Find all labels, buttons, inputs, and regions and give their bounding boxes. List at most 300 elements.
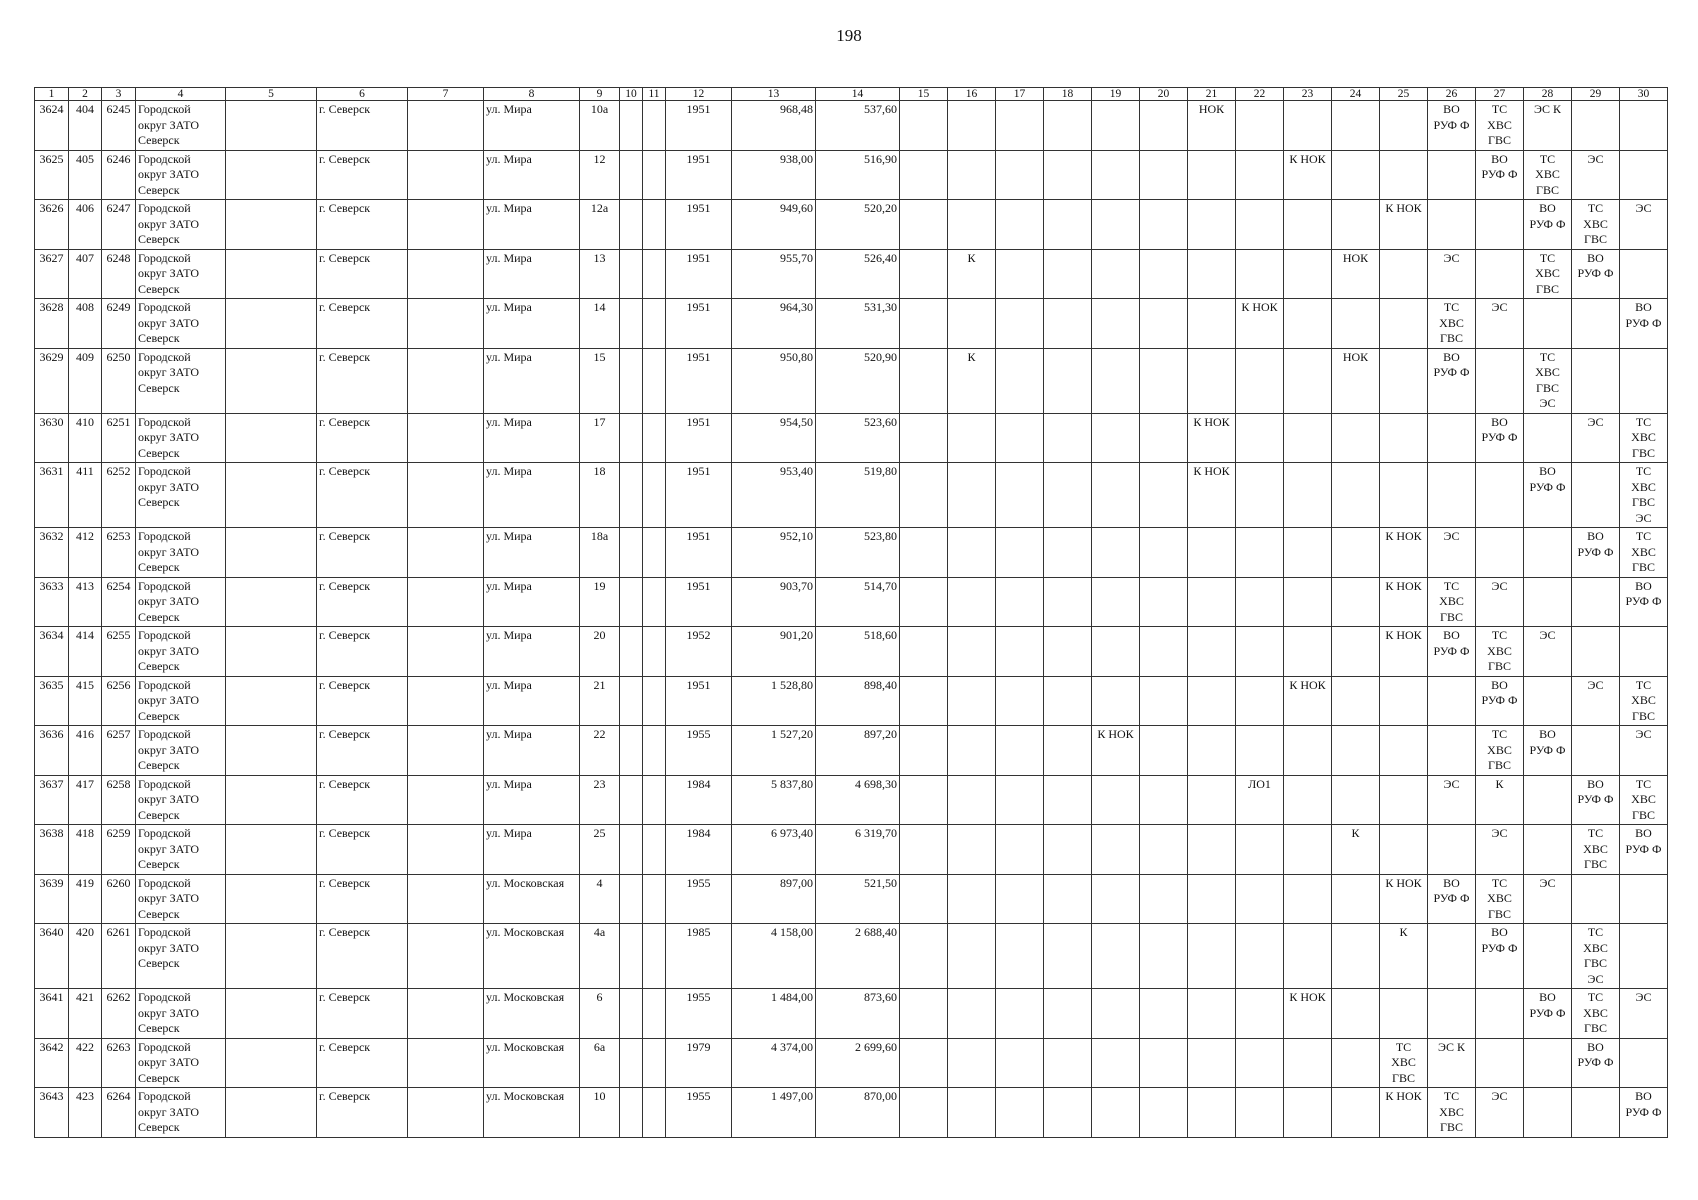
table-cell-col10 bbox=[620, 1038, 643, 1088]
table-cell-col26: ТС ХВС ГВС bbox=[1428, 577, 1476, 627]
table-cell-col17 bbox=[996, 627, 1044, 677]
table-cell-col22 bbox=[1236, 577, 1284, 627]
table-cell-col22 bbox=[1236, 874, 1284, 924]
table-cell-col14: 531,30 bbox=[816, 299, 900, 349]
table-cell-col11 bbox=[643, 463, 666, 528]
table-cell-col19 bbox=[1092, 348, 1140, 413]
table-cell-col22 bbox=[1236, 528, 1284, 578]
table-cell-col30: ТС ХВС ГВС bbox=[1620, 413, 1668, 463]
table-cell-col26 bbox=[1428, 463, 1476, 528]
table-cell-col5 bbox=[226, 150, 317, 200]
table-cell-col26 bbox=[1428, 676, 1476, 726]
table-cell-col17 bbox=[996, 299, 1044, 349]
table-cell-col11 bbox=[643, 413, 666, 463]
table-cell-col6: г. Северск bbox=[317, 249, 408, 299]
table-cell-col20 bbox=[1140, 101, 1188, 151]
table-cell-col27 bbox=[1476, 528, 1524, 578]
table-cell-col16 bbox=[948, 1088, 996, 1138]
table-cell-col23 bbox=[1284, 924, 1332, 989]
table-cell-col1: 3642 bbox=[35, 1038, 69, 1088]
table-cell-col18 bbox=[1044, 825, 1092, 875]
table-cell-col27: ВО РУФ Ф bbox=[1476, 150, 1524, 200]
table-cell-col26 bbox=[1428, 924, 1476, 989]
table-cell-col11 bbox=[643, 249, 666, 299]
table-cell-col11 bbox=[643, 825, 666, 875]
table-cell-col28 bbox=[1524, 775, 1572, 825]
table-cell-col28: ТС ХВС ГВС bbox=[1524, 249, 1572, 299]
column-header-25: 25 bbox=[1380, 88, 1428, 101]
table-cell-col24 bbox=[1332, 150, 1380, 200]
table-cell-col12: 1985 bbox=[666, 924, 732, 989]
table-cell-col9: 12а bbox=[580, 200, 620, 250]
table-cell-col15 bbox=[900, 463, 948, 528]
table-cell-col6: г. Северск bbox=[317, 726, 408, 776]
table-cell-col27: ЭС bbox=[1476, 1088, 1524, 1138]
table-cell-col4: Городской округ ЗАТО Северск bbox=[136, 348, 226, 413]
column-header-22: 22 bbox=[1236, 88, 1284, 101]
table-cell-col4: Городской округ ЗАТО Северск bbox=[136, 1038, 226, 1088]
table-cell-col21: К НОК bbox=[1188, 463, 1236, 528]
table-cell-col6: г. Северск bbox=[317, 299, 408, 349]
table-cell-col20 bbox=[1140, 924, 1188, 989]
table-cell-col21 bbox=[1188, 726, 1236, 776]
table-row bbox=[35, 463, 1668, 528]
table-cell-col13: 952,10 bbox=[732, 528, 816, 578]
table-cell-col25 bbox=[1380, 825, 1428, 875]
table-cell-col13: 1 528,80 bbox=[732, 676, 816, 726]
column-header-13: 13 bbox=[732, 88, 816, 101]
table-cell-col3: 6248 bbox=[102, 249, 136, 299]
table-cell-col20 bbox=[1140, 299, 1188, 349]
table-cell-col28: ТС ХВС ГВС ЭС bbox=[1524, 348, 1572, 413]
table-cell-col18 bbox=[1044, 924, 1092, 989]
page-number: 198 bbox=[836, 26, 862, 45]
table-cell-col13: 897,00 bbox=[732, 874, 816, 924]
table-cell-col14: 898,40 bbox=[816, 676, 900, 726]
table-cell-col30 bbox=[1620, 348, 1668, 413]
table-cell-col3: 6256 bbox=[102, 676, 136, 726]
table-cell-col2: 422 bbox=[69, 1038, 102, 1088]
table-cell-col14: 523,80 bbox=[816, 528, 900, 578]
table-cell-col7 bbox=[408, 463, 484, 528]
table-cell-col5 bbox=[226, 1038, 317, 1088]
table-cell-col24 bbox=[1332, 200, 1380, 250]
table-cell-col6: г. Северск bbox=[317, 1088, 408, 1138]
table-cell-col2: 421 bbox=[69, 989, 102, 1039]
table-cell-col3: 6258 bbox=[102, 775, 136, 825]
table-cell-col22 bbox=[1236, 825, 1284, 875]
table-cell-col1: 3624 bbox=[35, 101, 69, 151]
column-header-11: 11 bbox=[643, 88, 666, 101]
table-cell-col3: 6254 bbox=[102, 577, 136, 627]
table-cell-col6: г. Северск bbox=[317, 101, 408, 151]
table-cell-col28 bbox=[1524, 413, 1572, 463]
table-cell-col3: 6247 bbox=[102, 200, 136, 250]
table-cell-col16 bbox=[948, 150, 996, 200]
table-cell-col20 bbox=[1140, 463, 1188, 528]
table-cell-col24 bbox=[1332, 627, 1380, 677]
table-cell-col18 bbox=[1044, 1088, 1092, 1138]
table-row bbox=[35, 249, 1668, 299]
table-cell-col2: 420 bbox=[69, 924, 102, 989]
table-cell-col27: ТС ХВС ГВС bbox=[1476, 874, 1524, 924]
table-cell-col25 bbox=[1380, 150, 1428, 200]
table-cell-col5 bbox=[226, 528, 317, 578]
table-cell-col23 bbox=[1284, 1038, 1332, 1088]
table-cell-col30 bbox=[1620, 150, 1668, 200]
table-cell-col21 bbox=[1188, 825, 1236, 875]
table-cell-col9: 23 bbox=[580, 775, 620, 825]
table-cell-col9: 17 bbox=[580, 413, 620, 463]
table-cell-col29: ТС ХВС ГВС bbox=[1572, 200, 1620, 250]
table-row bbox=[35, 1088, 1668, 1138]
table-cell-col29 bbox=[1572, 299, 1620, 349]
column-header-1: 1 bbox=[35, 88, 69, 101]
table-cell-col26 bbox=[1428, 150, 1476, 200]
table-cell-col11 bbox=[643, 348, 666, 413]
table-cell-col11 bbox=[643, 150, 666, 200]
table-row bbox=[35, 627, 1668, 677]
table-cell-col8: ул. Московская bbox=[484, 924, 580, 989]
table-cell-col9: 13 bbox=[580, 249, 620, 299]
table-cell-col4: Городской округ ЗАТО Северск bbox=[136, 627, 226, 677]
table-cell-col22 bbox=[1236, 200, 1284, 250]
table-cell-col18 bbox=[1044, 249, 1092, 299]
table-cell-col16 bbox=[948, 101, 996, 151]
table-cell-col23 bbox=[1284, 413, 1332, 463]
table-cell-col19 bbox=[1092, 577, 1140, 627]
table-cell-col18 bbox=[1044, 200, 1092, 250]
table-cell-col4: Городской округ ЗАТО Северск bbox=[136, 1088, 226, 1138]
column-header-20: 20 bbox=[1140, 88, 1188, 101]
table-cell-col3: 6249 bbox=[102, 299, 136, 349]
table-cell-col22 bbox=[1236, 924, 1284, 989]
table-cell-col15 bbox=[900, 200, 948, 250]
table-cell-col11 bbox=[643, 200, 666, 250]
table-cell-col11 bbox=[643, 101, 666, 151]
table-cell-col23 bbox=[1284, 577, 1332, 627]
table-cell-col19 bbox=[1092, 463, 1140, 528]
table-cell-col1: 3627 bbox=[35, 249, 69, 299]
table-cell-col25 bbox=[1380, 463, 1428, 528]
table-cell-col4: Городской округ ЗАТО Северск bbox=[136, 989, 226, 1039]
table-cell-col18 bbox=[1044, 413, 1092, 463]
table-cell-col23 bbox=[1284, 726, 1332, 776]
column-header-8: 8 bbox=[484, 88, 580, 101]
table-cell-col8: ул. Мира bbox=[484, 726, 580, 776]
table-cell-col15 bbox=[900, 726, 948, 776]
table-cell-col30: ЭС bbox=[1620, 200, 1668, 250]
table-cell-col1: 3625 bbox=[35, 150, 69, 200]
table-cell-col23 bbox=[1284, 825, 1332, 875]
table-cell-col10 bbox=[620, 989, 643, 1039]
table-cell-col26 bbox=[1428, 726, 1476, 776]
table-cell-col10 bbox=[620, 463, 643, 528]
table-cell-col12: 1951 bbox=[666, 249, 732, 299]
table-cell-col21: К НОК bbox=[1188, 413, 1236, 463]
table-cell-col12: 1951 bbox=[666, 101, 732, 151]
table-cell-col2: 416 bbox=[69, 726, 102, 776]
table-cell-col18 bbox=[1044, 726, 1092, 776]
table-cell-col10 bbox=[620, 825, 643, 875]
table-cell-col30 bbox=[1620, 627, 1668, 677]
table-cell-col5 bbox=[226, 989, 317, 1039]
table-cell-col5 bbox=[226, 413, 317, 463]
table-cell-col20 bbox=[1140, 348, 1188, 413]
table-cell-col26: ТС ХВС ГВС bbox=[1428, 299, 1476, 349]
table-cell-col25 bbox=[1380, 726, 1428, 776]
table-cell-col7 bbox=[408, 348, 484, 413]
table-cell-col22 bbox=[1236, 1088, 1284, 1138]
table-cell-col16 bbox=[948, 413, 996, 463]
table-cell-col8: ул. Московская bbox=[484, 989, 580, 1039]
table-cell-col9: 21 bbox=[580, 676, 620, 726]
table-cell-col4: Городской округ ЗАТО Северск bbox=[136, 200, 226, 250]
table-cell-col22 bbox=[1236, 249, 1284, 299]
table-cell-col4: Городской округ ЗАТО Северск bbox=[136, 528, 226, 578]
table-cell-col12: 1951 bbox=[666, 150, 732, 200]
table-cell-col23 bbox=[1284, 874, 1332, 924]
column-header-29: 29 bbox=[1572, 88, 1620, 101]
table-cell-col21 bbox=[1188, 775, 1236, 825]
table-cell-col5 bbox=[226, 200, 317, 250]
table-cell-col21 bbox=[1188, 924, 1236, 989]
table-cell-col9: 19 bbox=[580, 577, 620, 627]
table-cell-col5 bbox=[226, 825, 317, 875]
table-cell-col24 bbox=[1332, 101, 1380, 151]
table-cell-col26: ВО РУФ Ф bbox=[1428, 101, 1476, 151]
table-cell-col2: 411 bbox=[69, 463, 102, 528]
table-cell-col24 bbox=[1332, 463, 1380, 528]
table-cell-col6: г. Северск bbox=[317, 989, 408, 1039]
table-cell-col28 bbox=[1524, 299, 1572, 349]
table-cell-col15 bbox=[900, 874, 948, 924]
table-cell-col28 bbox=[1524, 825, 1572, 875]
table-cell-col16 bbox=[948, 627, 996, 677]
table-cell-col24 bbox=[1332, 676, 1380, 726]
table-cell-col14: 520,90 bbox=[816, 348, 900, 413]
table-cell-col2: 413 bbox=[69, 577, 102, 627]
table-cell-col5 bbox=[226, 775, 317, 825]
table-cell-col8: ул. Мира bbox=[484, 627, 580, 677]
table-cell-col6: г. Северск bbox=[317, 874, 408, 924]
table-cell-col4: Городской округ ЗАТО Северск bbox=[136, 413, 226, 463]
table-cell-col12: 1951 bbox=[666, 200, 732, 250]
table-cell-col13: 938,00 bbox=[732, 150, 816, 200]
table-cell-col13: 949,60 bbox=[732, 200, 816, 250]
table-cell-col26 bbox=[1428, 413, 1476, 463]
table-cell-col16 bbox=[948, 924, 996, 989]
table-cell-col29 bbox=[1572, 577, 1620, 627]
table-cell-col19 bbox=[1092, 676, 1140, 726]
table-cell-col1: 3638 bbox=[35, 825, 69, 875]
table-cell-col8: ул. Мира bbox=[484, 150, 580, 200]
table-cell-col21 bbox=[1188, 577, 1236, 627]
table-cell-col30 bbox=[1620, 924, 1668, 989]
table-cell-col20 bbox=[1140, 249, 1188, 299]
table-cell-col19 bbox=[1092, 775, 1140, 825]
table-cell-col5 bbox=[226, 101, 317, 151]
table-cell-col4: Городской округ ЗАТО Северск bbox=[136, 299, 226, 349]
table-cell-col28 bbox=[1524, 1038, 1572, 1088]
table-cell-col18 bbox=[1044, 150, 1092, 200]
table-cell-col2: 406 bbox=[69, 200, 102, 250]
table-cell-col16 bbox=[948, 200, 996, 250]
table-cell-col15 bbox=[900, 528, 948, 578]
table-cell-col6: г. Северск bbox=[317, 200, 408, 250]
table-cell-col24 bbox=[1332, 299, 1380, 349]
column-header-26: 26 bbox=[1428, 88, 1476, 101]
table-cell-col8: ул. Мира bbox=[484, 775, 580, 825]
table-cell-col17 bbox=[996, 989, 1044, 1039]
table-cell-col27: ВО РУФ Ф bbox=[1476, 676, 1524, 726]
table-cell-col15 bbox=[900, 627, 948, 677]
table-cell-col13: 968,48 bbox=[732, 101, 816, 151]
table-cell-col29: ЭС bbox=[1572, 413, 1620, 463]
table-cell-col20 bbox=[1140, 1038, 1188, 1088]
table-cell-col14: 518,60 bbox=[816, 627, 900, 677]
table-cell-col10 bbox=[620, 101, 643, 151]
table-cell-col23 bbox=[1284, 528, 1332, 578]
table-cell-col7 bbox=[408, 150, 484, 200]
table-cell-col11 bbox=[643, 577, 666, 627]
table-cell-col5 bbox=[226, 348, 317, 413]
table-cell-col25: К НОК bbox=[1380, 627, 1428, 677]
table-cell-col23 bbox=[1284, 627, 1332, 677]
table-cell-col1: 3635 bbox=[35, 676, 69, 726]
table-cell-col19: К НОК bbox=[1092, 726, 1140, 776]
table-cell-col10 bbox=[620, 874, 643, 924]
table-row bbox=[35, 101, 1668, 151]
table-cell-col1: 3643 bbox=[35, 1088, 69, 1138]
table-cell-col4: Городской округ ЗАТО Северск bbox=[136, 101, 226, 151]
table-cell-col25 bbox=[1380, 249, 1428, 299]
table-cell-col13: 1 527,20 bbox=[732, 726, 816, 776]
table-cell-col18 bbox=[1044, 676, 1092, 726]
table-cell-col3: 6259 bbox=[102, 825, 136, 875]
table-cell-col22 bbox=[1236, 101, 1284, 151]
table-row bbox=[35, 726, 1668, 776]
table-cell-col19 bbox=[1092, 150, 1140, 200]
table-cell-col28: ВО РУФ Ф bbox=[1524, 200, 1572, 250]
table-cell-col11 bbox=[643, 874, 666, 924]
table-cell-col6: г. Северск bbox=[317, 577, 408, 627]
table-cell-col6: г. Северск bbox=[317, 775, 408, 825]
table-cell-col24 bbox=[1332, 577, 1380, 627]
table-cell-col8: ул. Мира bbox=[484, 249, 580, 299]
table-cell-col4: Городской округ ЗАТО Северск bbox=[136, 463, 226, 528]
table-cell-col12: 1951 bbox=[666, 528, 732, 578]
table-cell-col11 bbox=[643, 528, 666, 578]
table-cell-col16 bbox=[948, 825, 996, 875]
table-cell-col21 bbox=[1188, 200, 1236, 250]
table-row bbox=[35, 924, 1668, 989]
table-cell-col26: ЭС bbox=[1428, 249, 1476, 299]
table-cell-col3: 6252 bbox=[102, 463, 136, 528]
table-cell-col2: 412 bbox=[69, 528, 102, 578]
table-cell-col29: ВО РУФ Ф bbox=[1572, 528, 1620, 578]
table-cell-col7 bbox=[408, 101, 484, 151]
table-cell-col27 bbox=[1476, 463, 1524, 528]
table-cell-col15 bbox=[900, 249, 948, 299]
table-cell-col5 bbox=[226, 577, 317, 627]
table-cell-col25 bbox=[1380, 676, 1428, 726]
table-cell-col3: 6263 bbox=[102, 1038, 136, 1088]
table-cell-col14: 514,70 bbox=[816, 577, 900, 627]
table-cell-col27 bbox=[1476, 200, 1524, 250]
table-cell-col16 bbox=[948, 299, 996, 349]
table-cell-col21 bbox=[1188, 249, 1236, 299]
table-cell-col30: ВО РУФ Ф bbox=[1620, 825, 1668, 875]
table-cell-col8: ул. Мира bbox=[484, 200, 580, 250]
table-cell-col15 bbox=[900, 348, 948, 413]
table-cell-col7 bbox=[408, 299, 484, 349]
table-cell-col28: ВО РУФ Ф bbox=[1524, 726, 1572, 776]
table-cell-col17 bbox=[996, 463, 1044, 528]
table-cell-col8: ул. Московская bbox=[484, 1038, 580, 1088]
table-cell-col15 bbox=[900, 299, 948, 349]
table-cell-col27: ТС ХВС ГВС bbox=[1476, 101, 1524, 151]
table-cell-col19 bbox=[1092, 200, 1140, 250]
table-cell-col17 bbox=[996, 413, 1044, 463]
table-cell-col1: 3629 bbox=[35, 348, 69, 413]
table-cell-col18 bbox=[1044, 989, 1092, 1039]
table-cell-col15 bbox=[900, 1038, 948, 1088]
table-cell-col27 bbox=[1476, 989, 1524, 1039]
column-header-12: 12 bbox=[666, 88, 732, 101]
table-cell-col19 bbox=[1092, 627, 1140, 677]
table-cell-col12: 1951 bbox=[666, 348, 732, 413]
table-cell-col15 bbox=[900, 413, 948, 463]
table-cell-col28: ТС ХВС ГВС bbox=[1524, 150, 1572, 200]
column-header-30: 30 bbox=[1620, 88, 1668, 101]
table-cell-col24 bbox=[1332, 924, 1380, 989]
table-cell-col7 bbox=[408, 1038, 484, 1088]
table-cell-col5 bbox=[226, 1088, 317, 1138]
table-cell-col24 bbox=[1332, 726, 1380, 776]
table-cell-col13: 1 484,00 bbox=[732, 989, 816, 1039]
table-cell-col25 bbox=[1380, 101, 1428, 151]
table-cell-col3: 6246 bbox=[102, 150, 136, 200]
table-cell-col29 bbox=[1572, 874, 1620, 924]
table-cell-col2: 409 bbox=[69, 348, 102, 413]
table-cell-col10 bbox=[620, 200, 643, 250]
table-cell-col12: 1951 bbox=[666, 577, 732, 627]
table-cell-col21 bbox=[1188, 348, 1236, 413]
table-cell-col10 bbox=[620, 150, 643, 200]
table-row bbox=[35, 874, 1668, 924]
table-cell-col3: 6250 bbox=[102, 348, 136, 413]
table-cell-col15 bbox=[900, 924, 948, 989]
table-cell-col14: 523,60 bbox=[816, 413, 900, 463]
table-cell-col12: 1951 bbox=[666, 413, 732, 463]
table-cell-col23 bbox=[1284, 200, 1332, 250]
table-cell-col8: ул. Мира bbox=[484, 348, 580, 413]
table-cell-col4: Городской округ ЗАТО Северск bbox=[136, 150, 226, 200]
table-cell-col15 bbox=[900, 1088, 948, 1138]
table-cell-col26: ЭС К bbox=[1428, 1038, 1476, 1088]
table-cell-col11 bbox=[643, 676, 666, 726]
table-cell-col30 bbox=[1620, 1038, 1668, 1088]
table-cell-col26: ВО РУФ Ф bbox=[1428, 874, 1476, 924]
table-cell-col22 bbox=[1236, 1038, 1284, 1088]
table-cell-col20 bbox=[1140, 627, 1188, 677]
table-cell-col15 bbox=[900, 101, 948, 151]
table-cell-col29: ТС ХВС ГВС ЭС bbox=[1572, 924, 1620, 989]
table-cell-col28 bbox=[1524, 924, 1572, 989]
table-cell-col19 bbox=[1092, 989, 1140, 1039]
table-cell-col21 bbox=[1188, 150, 1236, 200]
